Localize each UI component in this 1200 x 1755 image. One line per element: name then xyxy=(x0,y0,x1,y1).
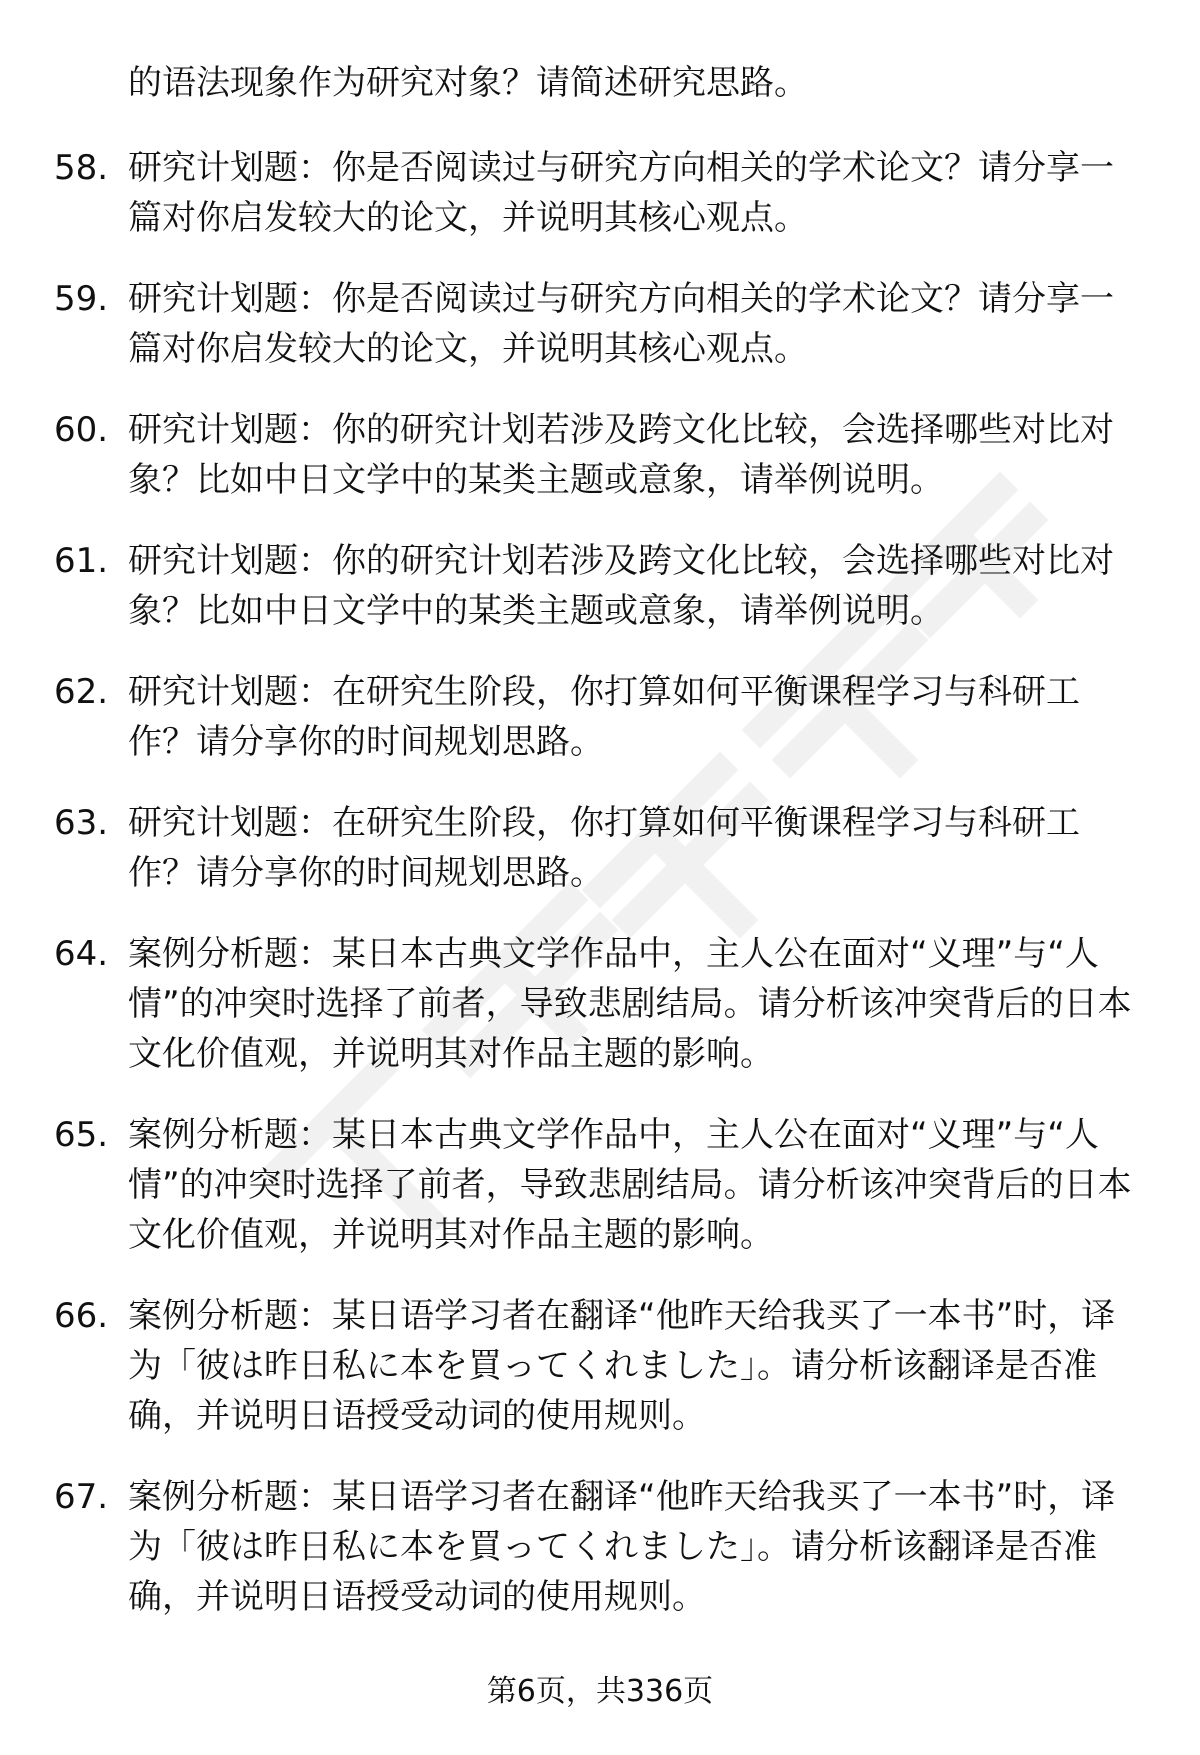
question-text: 研究计划题：你的研究计划若涉及跨文化比较，会选择哪些对比对象？比如中日文学中的某类主题或意象，请举例说明。 xyxy=(128,541,1114,631)
question-list xyxy=(0,143,1200,1653)
question-number: 60. xyxy=(54,410,109,450)
question-item-59 xyxy=(0,274,1138,374)
question-item-58 xyxy=(0,143,1138,243)
question-text: 研究计划题：你是否阅读过与研究方向相关的学术论文？请分享一篇对你启发较大的论文，并说明其核心观点。 xyxy=(128,279,1114,369)
question-text: 案例分析题：某日本古典文学作品中，主人公在面对“义理”与“人情”的冲突时选择了前者，导致悲剧结局。请分析该冲突背后的日本文化价值观，并说明其对作品主题的影响。 xyxy=(128,934,1132,1074)
question-item-61 xyxy=(0,536,1138,636)
question-number: 62. xyxy=(54,672,109,712)
question-item-65 xyxy=(0,1110,1138,1260)
question-number: 64. xyxy=(54,934,109,974)
question-number: 66. xyxy=(54,1296,109,1336)
question-number: 61. xyxy=(54,541,109,581)
question-item-63 xyxy=(0,798,1138,898)
question-text: 研究计划题：在研究生阶段，你打算如何平衡课程学习与科研工作？请分享你的时间规划思路。 xyxy=(128,803,1080,893)
question-text: 研究计划题：你是否阅读过与研究方向相关的学术论文？请分享一篇对你启发较大的论文，并说明其核心观点。 xyxy=(128,148,1114,238)
question-item-66 xyxy=(0,1291,1138,1441)
question-item-62 xyxy=(0,667,1138,767)
question-item-67 xyxy=(0,1472,1138,1622)
question-number: 67. xyxy=(54,1477,109,1517)
question-item-64 xyxy=(0,929,1138,1079)
page-footer: 第6页，共336页 xyxy=(486,1674,714,1709)
question-text: 案例分析题：某日语学习者在翻译“他昨天给我买了一本书”时，译为「彼は昨日私に本を買ってくれました」。请分析该翻译是否准确，并说明日语授受动词的使用规则。 xyxy=(128,1477,1116,1617)
question-number: 63. xyxy=(54,803,109,843)
question-text: 研究计划题：在研究生阶段，你打算如何平衡课程学习与科研工作？请分享你的时间规划思路。 xyxy=(128,672,1080,762)
question-number: 58. xyxy=(54,148,109,188)
question-number: 65. xyxy=(54,1115,109,1155)
continuation-text: 的语法现象作为研究对象？请简述研究思路。 xyxy=(128,63,808,103)
question-text: 案例分析题：某日本古典文学作品中，主人公在面对“义理”与“人情”的冲突时选择了前者，导致悲剧结局。请分析该冲突背后的日本文化价值观，并说明其对作品主题的影响。 xyxy=(128,1115,1132,1255)
question-item-60 xyxy=(0,405,1138,505)
question-text: 研究计划题：你的研究计划若涉及跨文化比较，会选择哪些对比对象？比如中日文学中的某类主题或意象，请举例说明。 xyxy=(128,410,1114,500)
question-number: 59. xyxy=(54,279,109,319)
question-text: 案例分析题：某日语学习者在翻译“他昨天给我买了一本书”时，译为「彼は昨日私に本を買ってくれました」。请分析该翻译是否准确，并说明日语授受动词的使用规则。 xyxy=(128,1296,1116,1436)
